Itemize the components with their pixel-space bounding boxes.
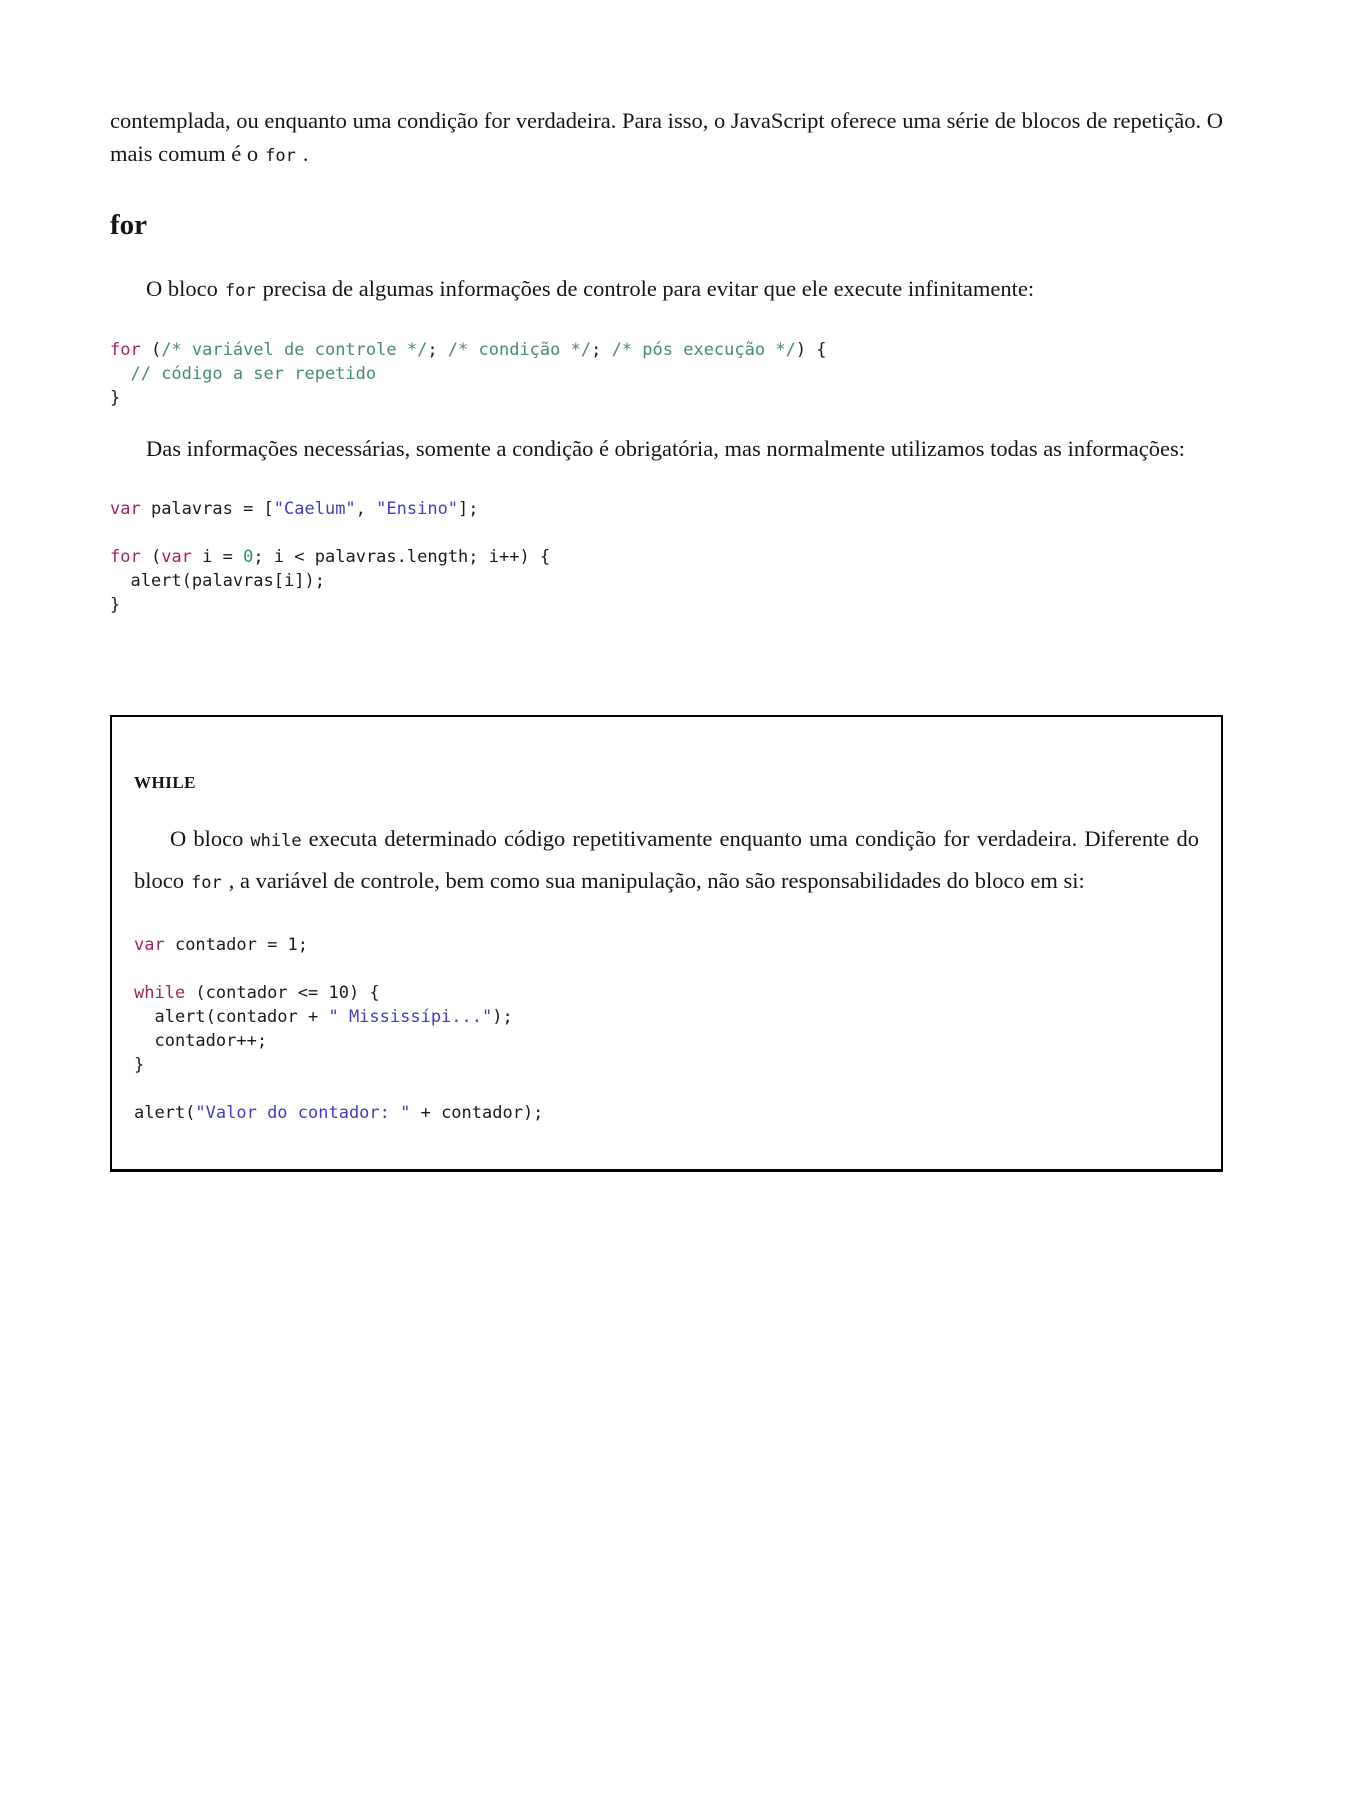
for-loop-code-block: for (var i = 0; i < palavras.length; i++) { alert(palavras[i]); } <box>110 547 551 615</box>
for-section-heading: for <box>110 209 148 241</box>
array-declaration-code-block: var palavras = ["Caelum", "Ensino"]; <box>110 499 479 519</box>
while-loop-code-block: var contador = 1; while (contador <= 10) { alert(contador + " Mississípi..."); contador++; } alert("Valor do contador: " + contador); <box>134 935 544 1123</box>
inline-code: for <box>191 873 222 893</box>
while-box-paragraph: O bloco while executa determinado código repetitivamente enquanto uma condição for verdadeira. Diferente do bloco for , a variável de controle, bem como sua manipulação, não são responsabilidades do bloco em si: <box>134 826 1199 893</box>
for-details-paragraph: Das informações necessárias, somente a condição é obrigatória, mas normalmente utilizamos todas as informações: <box>146 436 1186 461</box>
while-box-title: WHILE <box>134 773 197 792</box>
inline-code: for <box>224 281 256 301</box>
for-intro-paragraph: O bloco for precisa de algumas informações de controle para evitar que ele execute infinitamente: <box>146 276 1035 301</box>
for-skeleton-code-block: for (/* variável de controle */; /* condição */; /* pós execução */) { // código a ser repetido } <box>110 340 827 408</box>
while-callout-box <box>110 715 1223 1172</box>
intro-paragraph: contemplada, ou enquanto uma condição for verdadeira. Para isso, o JavaScript oferece uma série de blocos de repetição. O mais comum é o for . <box>110 108 1223 166</box>
inline-code: while <box>250 831 302 851</box>
inline-code: for <box>265 146 296 166</box>
